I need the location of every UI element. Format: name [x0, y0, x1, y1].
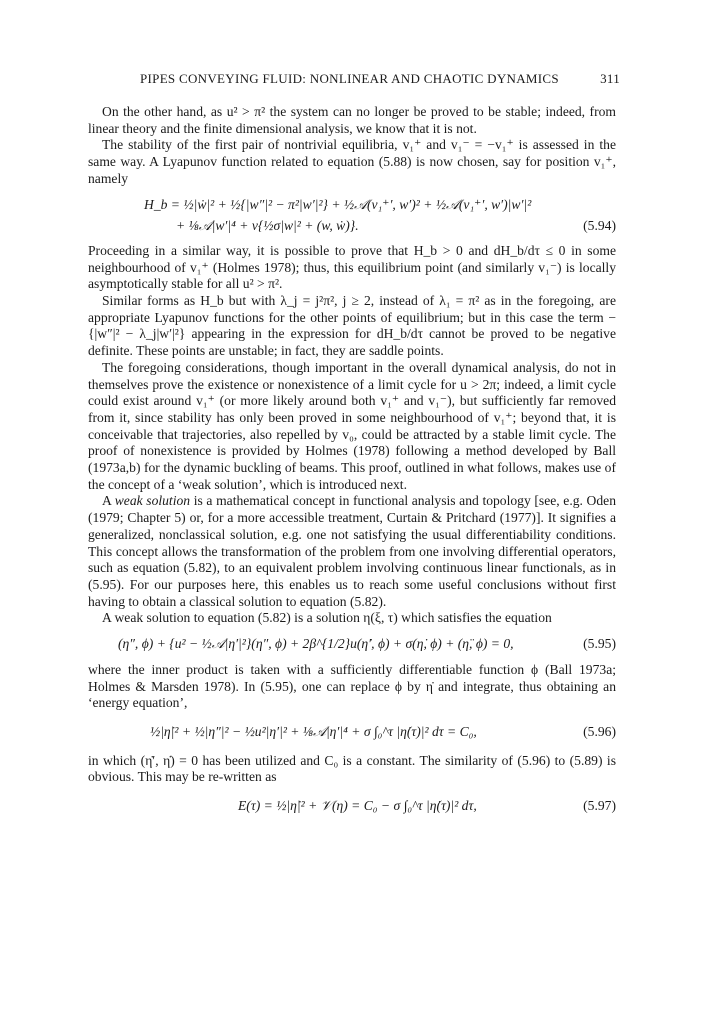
paragraph-4: Similar forms as H_b but with λ_j = j²π², j ≥ 2, instead of λ₁ = π² as in the foregoing, are appropriate Lyapunov functions for the other points of equilibrium; but in this case the term −{|w″|² − λ_j|w′|²} appearing in the expression for dH_b/dτ cannot be proved to be negative definite. These points are unstable; in fact, they are saddle points.	[88, 293, 616, 359]
paragraph-3: Proceeding in a similar way, it is possible to prove that H_b > 0 and dH_b/dτ ≤ 0 in some neighbourhood of v₁⁺ (Holmes 1978); thus, this equilibrium point (and similarly v₁⁻) is locally asymptotically stable for all u² > π².	[88, 242, 616, 292]
equation-number: (5.96)	[583, 723, 616, 739]
equation-5-94-line-1: H_b = ½|ẇ|² + ½{|w″|² − π²|w′|²} + ½𝒜(v₁⁺′, w′)² + ½𝒜(v₁⁺′, w′)|w′|²	[144, 196, 532, 212]
equation-number: (5.94)	[583, 218, 616, 234]
equation-5-95: (η″, ϕ) + {u² − ½𝒜|η′|²}(η″, ϕ) + 2β^{1/2}u(η̇′, ϕ) + σ(η̇, ϕ) + (η̈, ϕ) = 0, (5.95)	[118, 636, 616, 652]
equation-number: (5.95)	[583, 636, 616, 652]
paragraph-1: On the other hand, as u² > π² the system can no longer be proved to be stable; indeed, from linear theory and the finite dimensional analysis, we know that it is not.	[88, 104, 616, 136]
weak-solution-term: weak solution	[114, 493, 191, 509]
equation-5-96: ½|η̇|² + ½|η″|² − ½u²|η′|² + ⅛𝒜|η′|⁴ + σ ∫₀^τ |η̇(τ)|² dτ = C₀, (5.96)	[150, 723, 616, 739]
equation-5-94-line-2: + ⅛𝒜|w′|⁴ + ν{½σ|w|² + (w, ẇ)}. (5.94)	[176, 218, 616, 234]
paragraph-2: The stability of the first pair of nontrivial equilibria, v₁⁺ and v₁⁻ = −v₁⁺ is assessed in the same way. A Lyapunov function related to equation (5.88) is now chosen, say for position v₁⁺, namely	[88, 137, 616, 186]
paragraph-8: where the inner product is taken with a sufficiently differentiable function ϕ (Ball 1973a; Holmes & Marsden 1978). In (5.95), one can replace ϕ by η̇ and integrate, thus obtaining an ‘energy equation’,	[88, 661, 616, 711]
page-body	[88, 104, 616, 815]
running-title: PIPES CONVEYING FLUID: NONLINEAR AND CHAOTIC DYNAMICS	[140, 71, 559, 86]
page-number: 311	[600, 71, 620, 86]
paragraph-7: A weak solution to equation (5.82) is a solution η(ξ, τ) which satisfies the equation	[102, 610, 552, 626]
paragraph-9: in which (η̇′, η̇) = 0 has been utilized and C₀ is a constant. The similarity of (5.96) to (5.89) is obvious. This may be re-written as	[88, 752, 616, 785]
paragraph-6: A weak solution is a mathematical concept in functional analysis and topology [see, e.g. Oden (1979; Chapter 5) or, for a more accessible treatment, Curtain & Pritchard (1977)]. It signifies a generalized, nonclassical solution, e.g. one not satisfying the usual differentiability conditions. This concept allows the transformation of the problem from one involving differential operators, such as equation (5.82), to an equivalent problem involving continuous linear functionals, as in (5.95). For our purposes here, this enables us to reach some useful conclusions without first having to obtain a classical solution to equation (5.82).	[88, 493, 617, 609]
equation-number: (5.97)	[583, 798, 616, 814]
paragraph-5: The foregoing considerations, though important in the overall dynamical analysis, do not in themselves prove the existence or nonexistence of a limit cycle for u > 2π; indeed, a limit cycle could exist around v₁⁺ (or more likely around both v₁⁺ and v₁⁻), but sufficiently far removed from it, since stability has only been proved in some neighbourhood of v₁⁺; beyond that, it is conceivable that trajectories, also repelled by v₀, could be attracted by a stable limit cycle. The proof of nonexistence is provided by Holmes (1978) following a method developed by Ball (1973a,b) for the dynamic buckling of beams. This proof, outlined in what follows, makes use of the concept of a ‘weak solution’, which is introduced next.	[88, 359, 616, 492]
equation-5-97: E(τ) = ½|η̇|² + 𝒱(η) = C₀ − σ ∫₀^τ |η̇(τ)|² dτ, (5.97)	[238, 798, 616, 814]
